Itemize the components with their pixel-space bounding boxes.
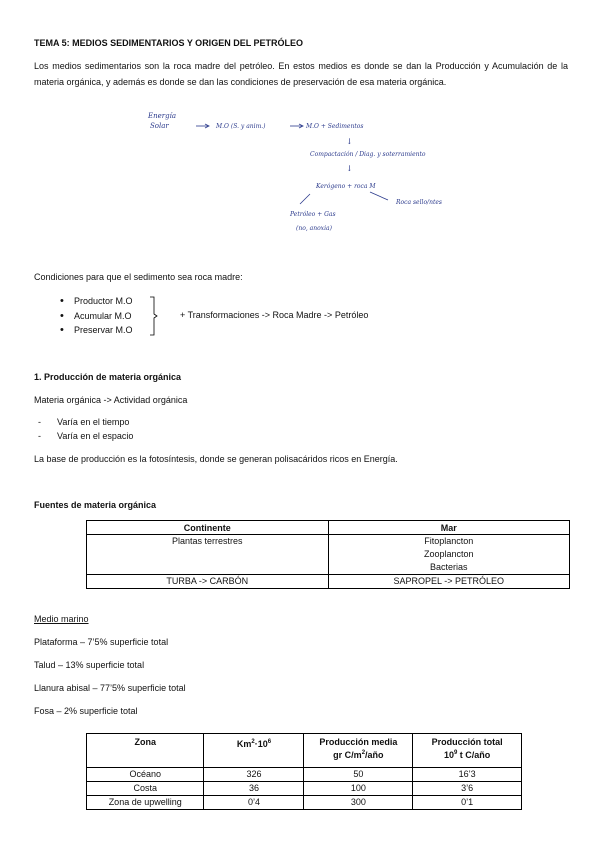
diagram-solar: Solar: [150, 122, 169, 130]
table-row: Zona de upwelling 0’4 300 0’1: [87, 796, 522, 810]
diagram-anoxia: (no, anoxia): [296, 225, 332, 232]
marine-heading: Medio marino: [34, 614, 89, 624]
section1-heading: 1. Producción de materia orgánica: [34, 372, 182, 382]
sea-sources: Fitoplancton Zooplancton Bacterias: [328, 535, 570, 575]
conditions-result: + Transformaciones -> Roca Madre -> Petróleo: [180, 310, 369, 320]
diagram-oil-gas: Petróleo + Gas: [290, 211, 336, 218]
zones-table: [86, 733, 522, 810]
list-item: - Varía en el tiempo: [34, 415, 133, 429]
section1-note: La base de producción es la fotosíntesis, donde se generan polisacáridos ricos en Energía.: [34, 454, 398, 464]
bracket: [150, 296, 158, 336]
page-title: TEMA 5: MEDIOS SEDIMENTARIOS Y ORIGEN DEL PETRÓLEO: [34, 38, 304, 48]
col-header-area: $Km^2\cdot 10^6$: [204, 734, 304, 768]
diagram-mo-producers: M.O (S. y anim.): [216, 123, 266, 130]
col-header-prod-total: Producción total $10^9$ t C/año: [413, 734, 522, 768]
col-header-prod-mean: Producción media gr $C/m^2$/año: [304, 734, 413, 768]
sources-table: [86, 520, 570, 589]
marine-line: Fosa – 2% superficie total: [34, 706, 138, 716]
svg-text:↓: ↓: [346, 164, 353, 173]
diagram-kerogen: Kerógeno + roca M: [316, 183, 376, 190]
intro-paragraph: Los medios sedimentarios son la roca madre del petróleo. En estos medios es donde se dan la Producción y Acumulación de la materia orgánica, y además es donde se dan las condiciones de preservación de esa materia orgánica.: [34, 61, 568, 87]
diagram-energy: Energía: [148, 112, 176, 120]
table-row: Costa 36 100 3’6: [87, 782, 522, 796]
marine-line: Plataforma – 7’5% superficie total: [34, 637, 169, 647]
diagram-compaction: Compactación / Diag. y soterramiento: [310, 151, 426, 158]
col-header-sea: Mar: [328, 521, 570, 535]
sources-heading: Fuentes de materia orgánica: [34, 500, 157, 510]
section1-line: Materia orgánica -> Actividad orgánica: [34, 395, 188, 405]
list-item: • Productor M.O: [60, 294, 133, 309]
table-row: Océano 326 50 16’3: [87, 768, 522, 782]
handwritten-diagram: [140, 108, 470, 240]
section1-list: [34, 415, 133, 443]
list-item: • Acumular M.O: [60, 309, 133, 324]
marine-line: Llanura abisal – 77’5% superficie total: [34, 683, 186, 693]
conditions-heading: Condiciones para que el sedimento sea roca madre:: [34, 272, 243, 282]
col-header-continent: Continente: [87, 521, 329, 535]
diagram-non-marine: Roca sello/ntes: [396, 199, 442, 206]
conditions-list: [60, 294, 133, 338]
continent-result: TURBA -> CARBÓN: [87, 575, 329, 589]
col-header-zone: Zona: [87, 734, 204, 768]
svg-text:↓: ↓: [346, 137, 353, 146]
diagram-mo-sediment: M.O + Sedimentos: [306, 123, 364, 130]
sea-result: SAPROPEL -> PETRÓLEO: [328, 575, 570, 589]
list-item: • Preservar M.O: [60, 323, 133, 338]
marine-line: Talud – 13% superficie total: [34, 660, 145, 670]
continent-sources: Plantas terrestres: [87, 535, 329, 575]
list-item: - Varía en el espacio: [34, 429, 133, 443]
